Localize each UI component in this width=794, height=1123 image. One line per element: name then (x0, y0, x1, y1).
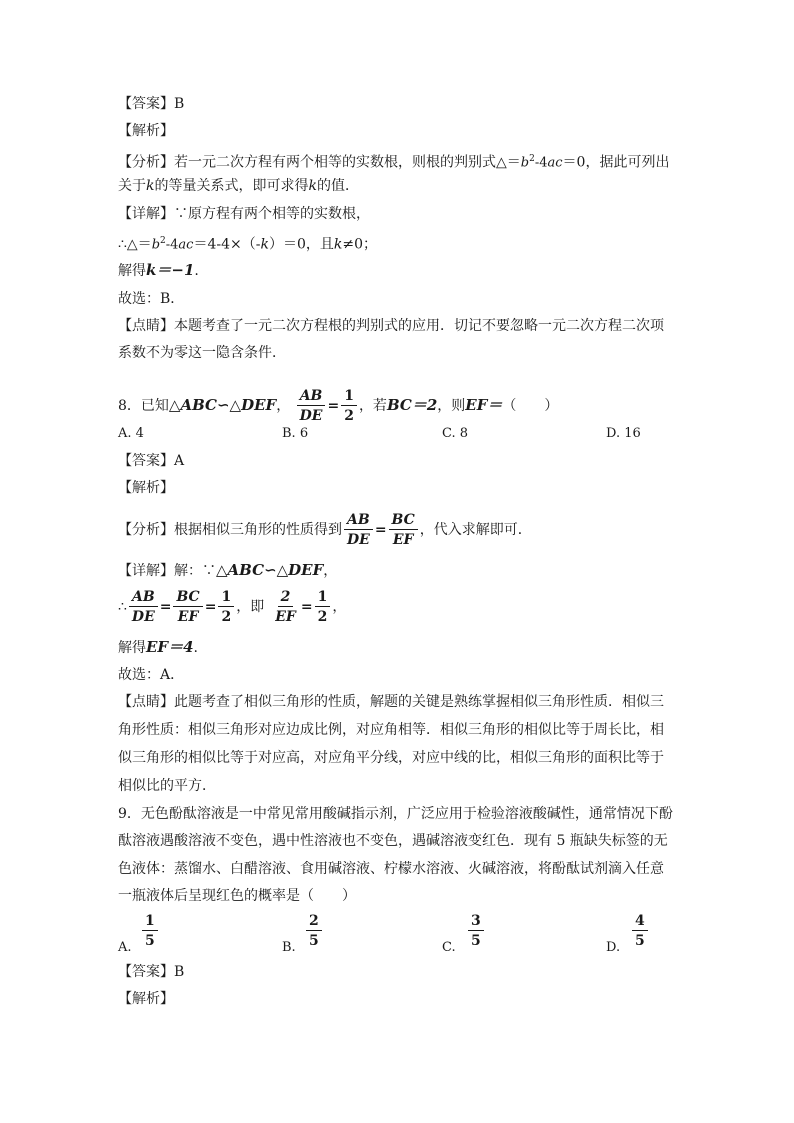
analysis-heading: 【解析】 (118, 123, 174, 139)
option-letter: A. (118, 940, 132, 955)
q8-similar: △ABC∽△DEF (168, 396, 277, 414)
fraction-bc-ef: $\frac{BC}{EF}$ (389, 513, 418, 547)
dianjing-line-8d (118, 776, 216, 796)
math-bc: BC＝2 (386, 396, 438, 414)
fraction-2-ef: $\frac{2}{EF}$ (275, 589, 296, 625)
fraction: $\frac{3}{5}$ (468, 914, 484, 948)
fraction-1-2: $\frac{1}{2}$ (315, 590, 331, 624)
option-letter: C. (442, 940, 456, 955)
question-9-line1 (118, 804, 673, 824)
xiangjie-line-8 (118, 560, 337, 581)
text: 关于 (118, 178, 146, 194)
text: ， (323, 563, 338, 579)
dianjing-line-8b (118, 720, 664, 740)
math-k-equals: k＝−1 (146, 261, 195, 279)
fenxi-line-7a (118, 149, 669, 174)
text: 的等量关系式，即可求得 (154, 178, 309, 194)
answer-line-8 (118, 451, 184, 471)
var-b: b (151, 237, 161, 253)
var-k: k (260, 236, 269, 253)
text: ∴△＝ (118, 236, 152, 253)
equals: = (204, 599, 217, 615)
text: 【详解】解：∵ (118, 563, 216, 579)
option-letter: D. (606, 940, 621, 955)
fraction-bc-ef: $\frac{BC}{EF}$ (173, 590, 202, 624)
detail-text: 【详解】∵原方程有两个相等的实数根， (118, 206, 370, 222)
solve-line-7 (118, 260, 199, 281)
exp-2: 2 (529, 154, 535, 164)
text: ， (276, 398, 291, 414)
option-d[interactable]: D. 16 (606, 426, 641, 441)
comment-text: 似三角形的相似比等于对应高，对应角平分线，对应中线的比，相似三角形的面积比等于 (118, 750, 664, 766)
equals: = (300, 599, 313, 615)
text: 解得 (118, 263, 146, 279)
text: ＝4-4×（- (193, 236, 261, 253)
answer-text: 【答案】A (118, 453, 185, 469)
math-similar: △ABC∽△DEF (216, 561, 324, 579)
comment-text: 【点睛】此题考查了相似三角形的性质，解题的关键是熟练掌握相似三角形性质．相似三 (118, 694, 664, 710)
calc-line-7 (118, 231, 377, 256)
answer-line-9 (118, 962, 184, 982)
minus-four: -4 (534, 155, 548, 171)
fenxi-text: 【分析】若一元二次方程有两个相等的实数根，则根的判别式△＝ (118, 154, 521, 171)
analysis-heading: 【解析】 (118, 480, 174, 496)
text: ，若 (358, 398, 387, 414)
dianjing-line-7a (118, 316, 664, 336)
text: ， (332, 599, 347, 615)
text: （ ） (502, 398, 559, 414)
choose-text: 故选：B． (118, 291, 185, 307)
comment-text: 【点睛】本题考查了一元二次方程根的判别式的应用．切记不要忽略一元二次方程二次项 (118, 318, 664, 334)
fraction: $\frac{1}{5}$ (142, 914, 158, 948)
question-text: 酞溶液遇酸溶液不变色，遇中性溶液也不变色，遇碱溶液变红色．现有 5 瓶缺失标签的无 (118, 833, 668, 849)
fraction: $\frac{4}{5}$ (632, 914, 648, 948)
exp-2: 2 (160, 236, 166, 246)
var-k: k (146, 178, 155, 194)
fenxi-line-8 (118, 510, 532, 550)
choose-line-7 (118, 289, 184, 309)
question-9-line4 (118, 886, 356, 906)
choose-text: 故选：A． (118, 667, 185, 683)
text: ≠0； (342, 236, 377, 253)
analysis-heading: 【解析】 (118, 991, 174, 1007)
question-9-line3 (118, 859, 664, 879)
text: ，代入求解即可． (419, 522, 532, 538)
text: 【分析】根据相似三角形的性质得到 (118, 522, 342, 538)
var-k: k (333, 236, 343, 253)
text: 的值． (316, 178, 359, 194)
dianjing-line-8c (118, 748, 664, 768)
var-b: b (520, 155, 530, 171)
xiangjie-line-7 (118, 204, 370, 224)
math-ef-4: EF＝4 (146, 638, 194, 656)
fraction-ab-de: $\frac{AB}{DE}$ (129, 590, 158, 624)
comment-text: 系数不为零这一隐含条件． (118, 345, 286, 361)
var-ac: ac (178, 237, 194, 253)
choose-line-8 (118, 665, 184, 685)
therefore-line-8 (118, 587, 346, 627)
fraction-1-2: $\frac{1}{2}$ (341, 389, 357, 423)
text: 解得 (118, 640, 146, 656)
analysis-head-9 (118, 989, 174, 1009)
equals: = (374, 522, 387, 538)
dianjing-line-7b (118, 343, 286, 363)
answer-text: 【答案】B (118, 964, 185, 980)
equals: = (327, 398, 340, 414)
text: . (193, 640, 198, 656)
fraction: $\frac{2}{5}$ (306, 914, 322, 948)
question-text: 色液体：蒸馏水、白醋溶液、食用碱溶液、柠檬水溶液、火碱溶液，将酚酞试剂滴入任意 (118, 861, 664, 877)
question-8 (118, 385, 558, 426)
comment-text: 角形性质：相似三角形对应边成比例，对应角相等．相似三角形的相似比等于周长比，相 (118, 722, 664, 738)
fraction-ab-de: $\frac{AB}{DE}$ (344, 513, 373, 547)
option-c[interactable]: C. 8 (442, 426, 469, 441)
analysis-head-7 (118, 121, 174, 141)
text: ，则 (437, 398, 466, 414)
fenxi-line-7b (118, 176, 359, 196)
option-a[interactable]: A. 4 (118, 426, 144, 441)
fenxi-text-tail: ＝0，据此可列出 (562, 154, 670, 171)
var-k: k (308, 178, 317, 194)
math-ef: EF＝ (465, 396, 503, 414)
equals: = (159, 599, 172, 615)
q8-prefix: 8．已知 (118, 398, 169, 414)
analysis-head-8 (118, 478, 174, 498)
answer-line-7 (118, 94, 184, 114)
comment-text: 相似比的平方． (118, 778, 216, 794)
answer-text: 【答案】B (118, 96, 185, 112)
text: . (194, 263, 199, 279)
fraction-1-2: $\frac{1}{2}$ (218, 590, 234, 624)
fraction-ab-de: $\frac{AB}{DE}$ (297, 389, 326, 423)
text: ）＝0，且 (268, 236, 334, 253)
question-9-line2 (118, 831, 668, 851)
question-text: 一瓶液体后呈现红色的概率是（ ） (118, 888, 356, 904)
therefore-symbol: ∴ (118, 599, 127, 615)
var-ac: ac (547, 155, 563, 171)
option-b[interactable]: B. 6 (282, 426, 309, 441)
text: -4 (165, 237, 179, 253)
solve-line-8 (118, 637, 198, 658)
dianjing-line-8a (118, 692, 664, 712)
option-letter: B. (282, 940, 296, 955)
text: ，即 (236, 599, 265, 615)
question-text: 9．无色酚酞溶液是一中常见常用酸碱指示剂，广泛应用于检验溶液酸碱性，通常情况下酚 (118, 806, 673, 822)
